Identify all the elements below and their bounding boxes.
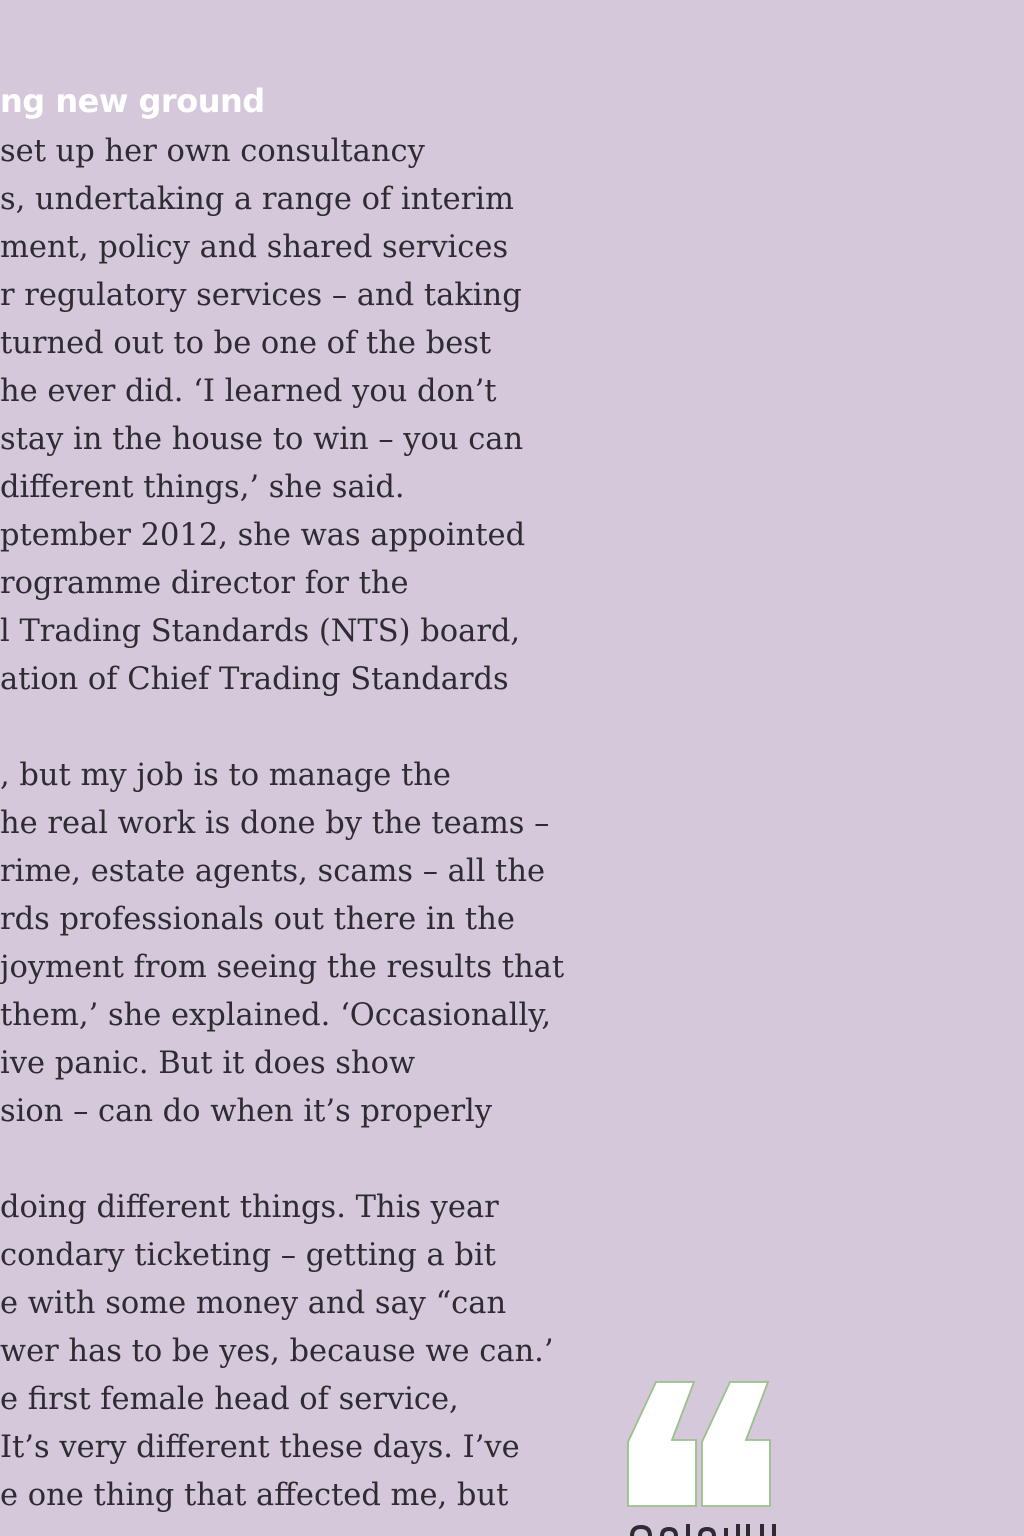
quotation-mark-icon — [626, 1380, 774, 1510]
body-line: l Trading Standards (NTS) board, — [0, 614, 521, 649]
body-line: different things,’ she said. — [0, 470, 405, 505]
body-line: sion – can do when it’s properly — [0, 1094, 493, 1129]
body-line: he ever did. ‘I learned you don’t — [0, 374, 497, 409]
body-line: turned out to be one of the best — [0, 326, 492, 361]
section-heading: ng new ground — [0, 82, 265, 120]
body-line: ptember 2012, she was appointed — [0, 518, 526, 553]
body-line: e one thing that affected me, but — [0, 1478, 509, 1513]
body-line: set up her own consultancy — [0, 134, 425, 169]
body-line: them,’ she explained. ‘Occasionally, — [0, 998, 552, 1033]
body-line: rime, estate agents, scams – all the — [0, 854, 546, 889]
body-line: s, undertaking a range of interim — [0, 182, 514, 217]
body-line: rogramme director for the — [0, 566, 409, 601]
body-line: It’s very different these days. I’ve — [0, 1430, 520, 1465]
body-line: stay in the house to win – you can — [0, 422, 524, 457]
quote-mark-left — [628, 1382, 696, 1506]
body-line: ment, policy and shared services — [0, 230, 509, 265]
body-line: he real work is done by the teams – — [0, 806, 550, 841]
body-line: condary ticketing – getting a bit — [0, 1238, 496, 1273]
body-line: ation of Chief Trading Standards — [0, 662, 509, 697]
body-line: joyment from seeing the results that — [0, 950, 565, 985]
body-line: ive panic. But it does show — [0, 1046, 416, 1081]
body-line: e with some money and say “can — [0, 1286, 507, 1321]
body-line: doing different things. This year — [0, 1190, 499, 1225]
quote-mark-right — [702, 1382, 770, 1506]
cropped-pullquote-text — [628, 1522, 788, 1536]
body-line: , but my job is to manage the — [0, 758, 451, 793]
body-line: r regulatory services – and taking — [0, 278, 522, 313]
body-line: rds professionals out there in the — [0, 902, 515, 937]
body-line: wer has to be yes, because we can.’ — [0, 1334, 554, 1369]
body-line: e first female head of service, — [0, 1382, 459, 1417]
